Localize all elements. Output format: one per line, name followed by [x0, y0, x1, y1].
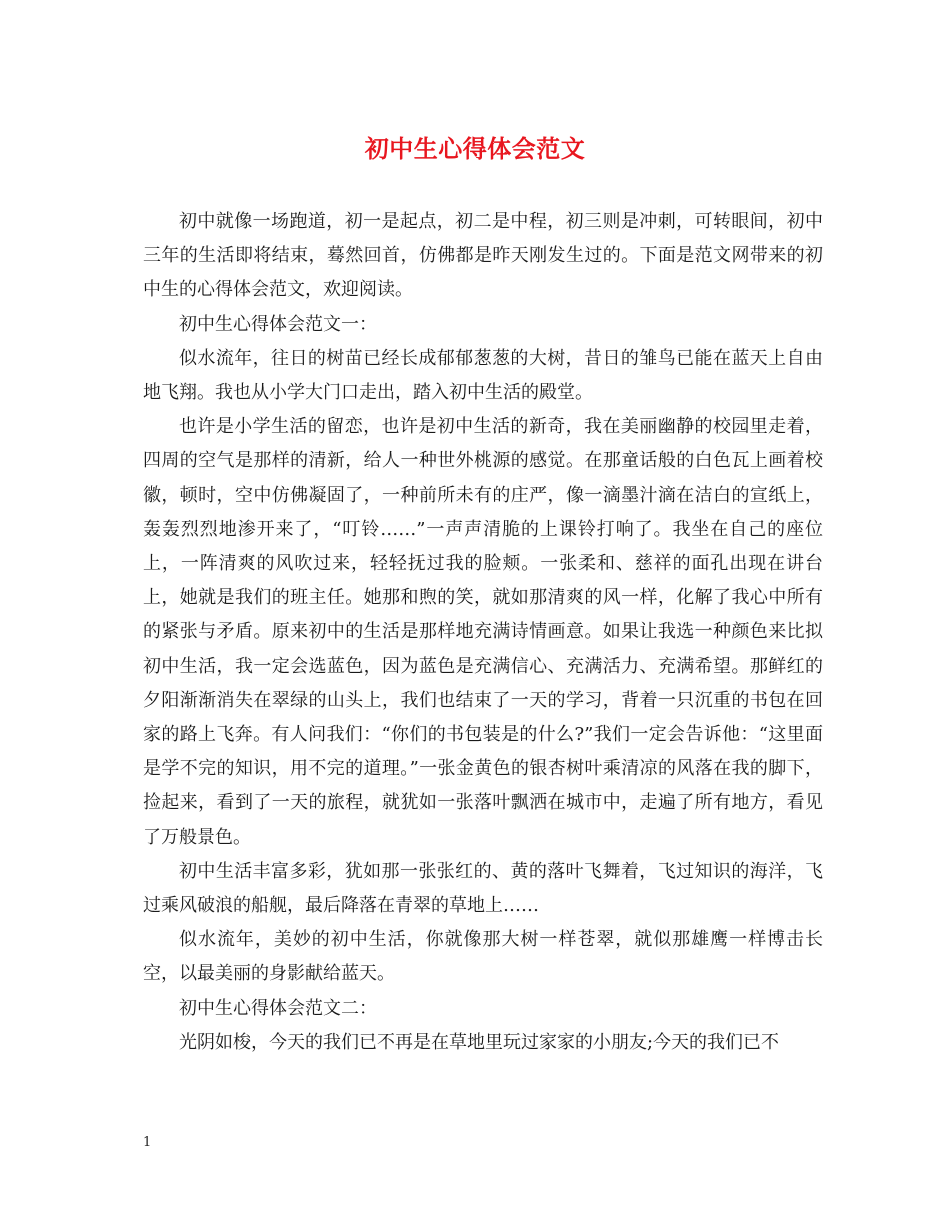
paragraph: 似水流年，美妙的初中生活，你就像那大树一样苍翠，就似那雄鹰一样博击长空，以最美丽的身影献给蓝天。	[143, 929, 823, 985]
paragraph: 也许是小学生活的留恋，也许是初中生活的新奇，我在美丽幽静的校园里走着，四周的空气是那样的清新，给人一种世外桃源的感觉。在那童话般的白色瓦上画着校徽，顿时，空中仿佛凝固了，一种前所未有的庄严，像一滴墨汁滴在洁白的宣纸上，轰轰烈烈地渗开来了，“叮铃……”一声声清脆的上课铃打响了。我坐在自己的座位上，一阵清爽的风吹过来，轻轻抚过我的脸颊。一张柔和、慈祥的面孔出现在讲台上，她就是我们的班主任。她那和煦的笑，就如那清爽的风一样，化解了我心中所有的紧张与矛盾。原来初中的生活是那样地充满诗情画意。如果让我选一种颜色来比拟初中生活，我一定会选蓝色，因为蓝色是充满信心、充满活力、充满希望。那鲜红的夕阳渐渐消失在翠绿的山头上，我们也结束了一天的学习，背着一只沉重的书包在回家的路上飞奔。有人问我们：“你们的书包装是的什么?”我们一定会告诉他：“这里面是学不完的知识，用不完的道理。”一张金黄色的银杏树叶乘清凉的风落在我的脚下，捡起来，看到了一天的旅程，就犹如一张落叶飘洒在城市中，走遍了所有地方，看见了万般景色。	[143, 416, 823, 848]
paragraph: 光阴如梭，今天的我们已不再是在草地里玩过家家的小朋友;今天的我们已不	[179, 1031, 780, 1053]
paragraph: 初中生活丰富多彩，犹如那一张张红的、黄的落叶飞舞着，飞过知识的海洋，飞过乘风破浪的船舰，最后降落在青翠的草地上……	[143, 860, 823, 917]
document-title: 初中生心得体会范文	[364, 134, 586, 163]
paragraph-intro: 初中就像一场跑道，初一是起点，初二是中程，初三则是冲刺，可转眼间，初中三年的生活即将结束，蓦然回首，仿佛都是昨天刚发生过的。下面是范文网带来的初中生的心得体会范文，欢迎阅读。	[143, 211, 823, 301]
page-number: 1	[143, 1135, 152, 1150]
document-body	[143, 205, 823, 1060]
paragraph: 似水流年，往日的树苗已经长成郁郁葱葱的大树，昔日的雏鸟已能在蓝天上自由地飞翔。我也从小学大门口走出，踏入初中生活的殿堂。	[143, 347, 823, 404]
section-heading-2: 初中生心得体会范文二：	[179, 997, 377, 1019]
section-heading-1: 初中生心得体会范文一：	[179, 313, 377, 335]
